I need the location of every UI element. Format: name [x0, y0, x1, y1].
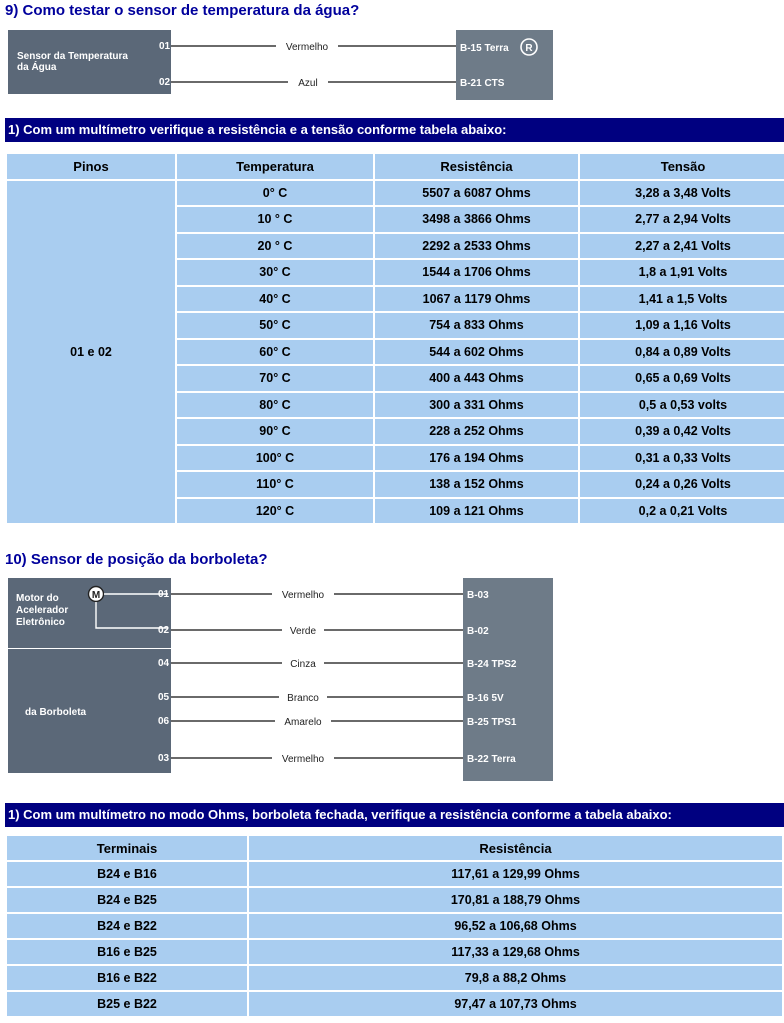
voltage-cell: 0,39 a 0,42 Volts — [580, 419, 784, 444]
wire-color-label: Azul — [298, 78, 318, 89]
resistance-cell: 109 a 121 Ohms — [375, 499, 578, 524]
wire-color-label: Vermelho — [285, 42, 329, 53]
pin-label: 01 — [159, 41, 171, 52]
table-1-header: 1) Com um multímetro verifique a resistência e a tensão conforme tabela abaixo: — [5, 118, 784, 142]
terminals-cell: B16 e B22 — [7, 966, 247, 990]
resistance-cell: 754 a 833 Ohms — [375, 313, 578, 338]
resistance-cell: 228 a 252 Ohms — [375, 419, 578, 444]
resistance-cell: 176 a 194 Ohms — [375, 446, 578, 471]
voltage-cell: 1,41 a 1,5 Volts — [580, 287, 784, 312]
motor-label-line3: Eletrônico — [16, 617, 65, 628]
resistance-cell: 300 a 331 Ohms — [375, 393, 578, 418]
resistance-cell: 96,52 a 106,68 Ohms — [249, 914, 782, 938]
resistance-cell: 400 a 443 Ohms — [375, 366, 578, 391]
table-row — [7, 862, 782, 886]
temp-cell: 100° C — [177, 446, 373, 471]
terminal-label: B-25 TPS1 — [467, 717, 517, 728]
voltage-cell: 0,65 a 0,69 Volts — [580, 366, 784, 391]
voltage-cell: 0,31 a 0,33 Volts — [580, 446, 784, 471]
temp-cell: 80° C — [177, 393, 373, 418]
voltage-cell: 2,27 a 2,41 Volts — [580, 234, 784, 259]
voltage-cell: 3,28 a 3,48 Volts — [580, 181, 784, 206]
terminals-cell: B24 e B25 — [7, 888, 247, 912]
terminals-cell: B16 e B25 — [7, 940, 247, 964]
temp-cell: 60° C — [177, 340, 373, 365]
throttle-resistance-table — [5, 834, 784, 1018]
table-header-row — [7, 836, 782, 860]
col-header: Resistência — [375, 154, 578, 179]
temp-cell: 110° C — [177, 472, 373, 497]
voltage-cell: 1,8 a 1,91 Volts — [580, 260, 784, 285]
voltage-cell: 0,84 a 0,89 Volts — [580, 340, 784, 365]
section-1-title: 9) Como testar o sensor de temperatura da água? — [5, 2, 360, 19]
temp-cell: 120° C — [177, 499, 373, 524]
ecu-connector-block — [463, 578, 553, 781]
water-temp-table — [5, 152, 784, 525]
col-header: Terminais — [7, 836, 247, 860]
col-header: Resistência — [249, 836, 782, 860]
terminals-cell: B25 e B22 — [7, 992, 247, 1016]
pin-label: 02 — [159, 77, 171, 88]
temp-cell: 70° C — [177, 366, 373, 391]
pin-label: 05 — [158, 692, 170, 703]
terminal-label: B-02 — [467, 626, 489, 637]
resistance-cell: 2292 a 2533 Ohms — [375, 234, 578, 259]
throttle-position-diagram — [8, 578, 558, 783]
wire-color-label: Vermelho — [281, 590, 325, 601]
sensor-label: da Borboleta — [25, 707, 87, 718]
terminals-cell: B24 e B16 — [7, 862, 247, 886]
pin-label: 02 — [158, 625, 170, 636]
pins-cell: 01 e 02 — [7, 181, 175, 524]
sensor-label-line2: da Água — [17, 62, 57, 73]
table-header-row — [7, 154, 784, 179]
temp-cell: 30° C — [177, 260, 373, 285]
resistance-cell: 138 a 152 Ohms — [375, 472, 578, 497]
pin-label: 03 — [158, 753, 170, 764]
motor-label-line1: Motor do — [16, 593, 59, 604]
resistance-cell: 5507 a 6087 Ohms — [375, 181, 578, 206]
resistance-cell: 117,61 a 129,99 Ohms — [249, 862, 782, 886]
table-2-header: 1) Com um multímetro no modo Ohms, borboleta fechada, verifique a resistência conforme a tabela abaixo: — [5, 803, 784, 827]
wire-color-label: Verde — [289, 626, 317, 637]
table-row — [7, 888, 782, 912]
terminal-label: B-03 — [467, 590, 489, 601]
resistor-badge: R — [525, 43, 533, 54]
sensor-label-line1: Sensor da Temperatura — [17, 51, 128, 62]
col-header: Tensão — [580, 154, 784, 179]
temp-cell: 0° C — [177, 181, 373, 206]
table-row — [7, 966, 782, 990]
voltage-cell: 0,5 a 0,53 volts — [580, 393, 784, 418]
terminal-label: B-21 CTS — [460, 78, 505, 89]
resistance-cell: 97,47 a 107,73 Ohms — [249, 992, 782, 1016]
col-header: Pinos — [7, 154, 175, 179]
wire-color-label: Amarelo — [284, 717, 322, 728]
pin-label: 01 — [158, 589, 170, 600]
resistance-cell: 3498 a 3866 Ohms — [375, 207, 578, 232]
resistance-cell: 117,33 a 129,68 Ohms — [249, 940, 782, 964]
resistance-cell: 544 a 602 Ohms — [375, 340, 578, 365]
temp-cell: 50° C — [177, 313, 373, 338]
terminals-cell: B24 e B22 — [7, 914, 247, 938]
motor-badge: M — [91, 590, 101, 601]
terminal-label: B-24 TPS2 — [467, 659, 517, 670]
table-row — [7, 181, 784, 206]
resistance-cell: 79,8 a 88,2 Ohms — [249, 966, 782, 990]
pin-label: 06 — [158, 716, 170, 727]
table-row — [7, 992, 782, 1016]
temp-cell: 90° C — [177, 419, 373, 444]
temp-cell: 40° C — [177, 287, 373, 312]
temp-cell: 20 ° C — [177, 234, 373, 259]
pin-label: 04 — [158, 658, 170, 669]
terminal-label: B-15 Terra — [460, 43, 509, 54]
table-row — [7, 940, 782, 964]
wire-color-label: Branco — [287, 693, 319, 704]
terminal-label: B-16 5V — [467, 693, 504, 704]
wire-color-label: Vermelho — [281, 754, 325, 765]
col-header: Temperatura — [177, 154, 373, 179]
resistance-cell: 1544 a 1706 Ohms — [375, 260, 578, 285]
resistance-cell: 170,81 a 188,79 Ohms — [249, 888, 782, 912]
ecu-connector-block — [456, 30, 553, 100]
voltage-cell: 1,09 a 1,16 Volts — [580, 313, 784, 338]
voltage-cell: 2,77 a 2,94 Volts — [580, 207, 784, 232]
wire-color-label: Cinza — [290, 659, 316, 670]
temp-cell: 10 ° C — [177, 207, 373, 232]
motor-label-line2: Acelerador — [16, 605, 69, 616]
voltage-cell: 0,2 a 0,21 Volts — [580, 499, 784, 524]
voltage-cell: 0,24 a 0,26 Volts — [580, 472, 784, 497]
resistance-cell: 1067 a 1179 Ohms — [375, 287, 578, 312]
terminal-label: B-22 Terra — [467, 754, 516, 765]
section-2-title: 10) Sensor de posição da borboleta? — [5, 551, 268, 568]
table-row — [7, 914, 782, 938]
water-temp-sensor-diagram — [8, 30, 558, 102]
